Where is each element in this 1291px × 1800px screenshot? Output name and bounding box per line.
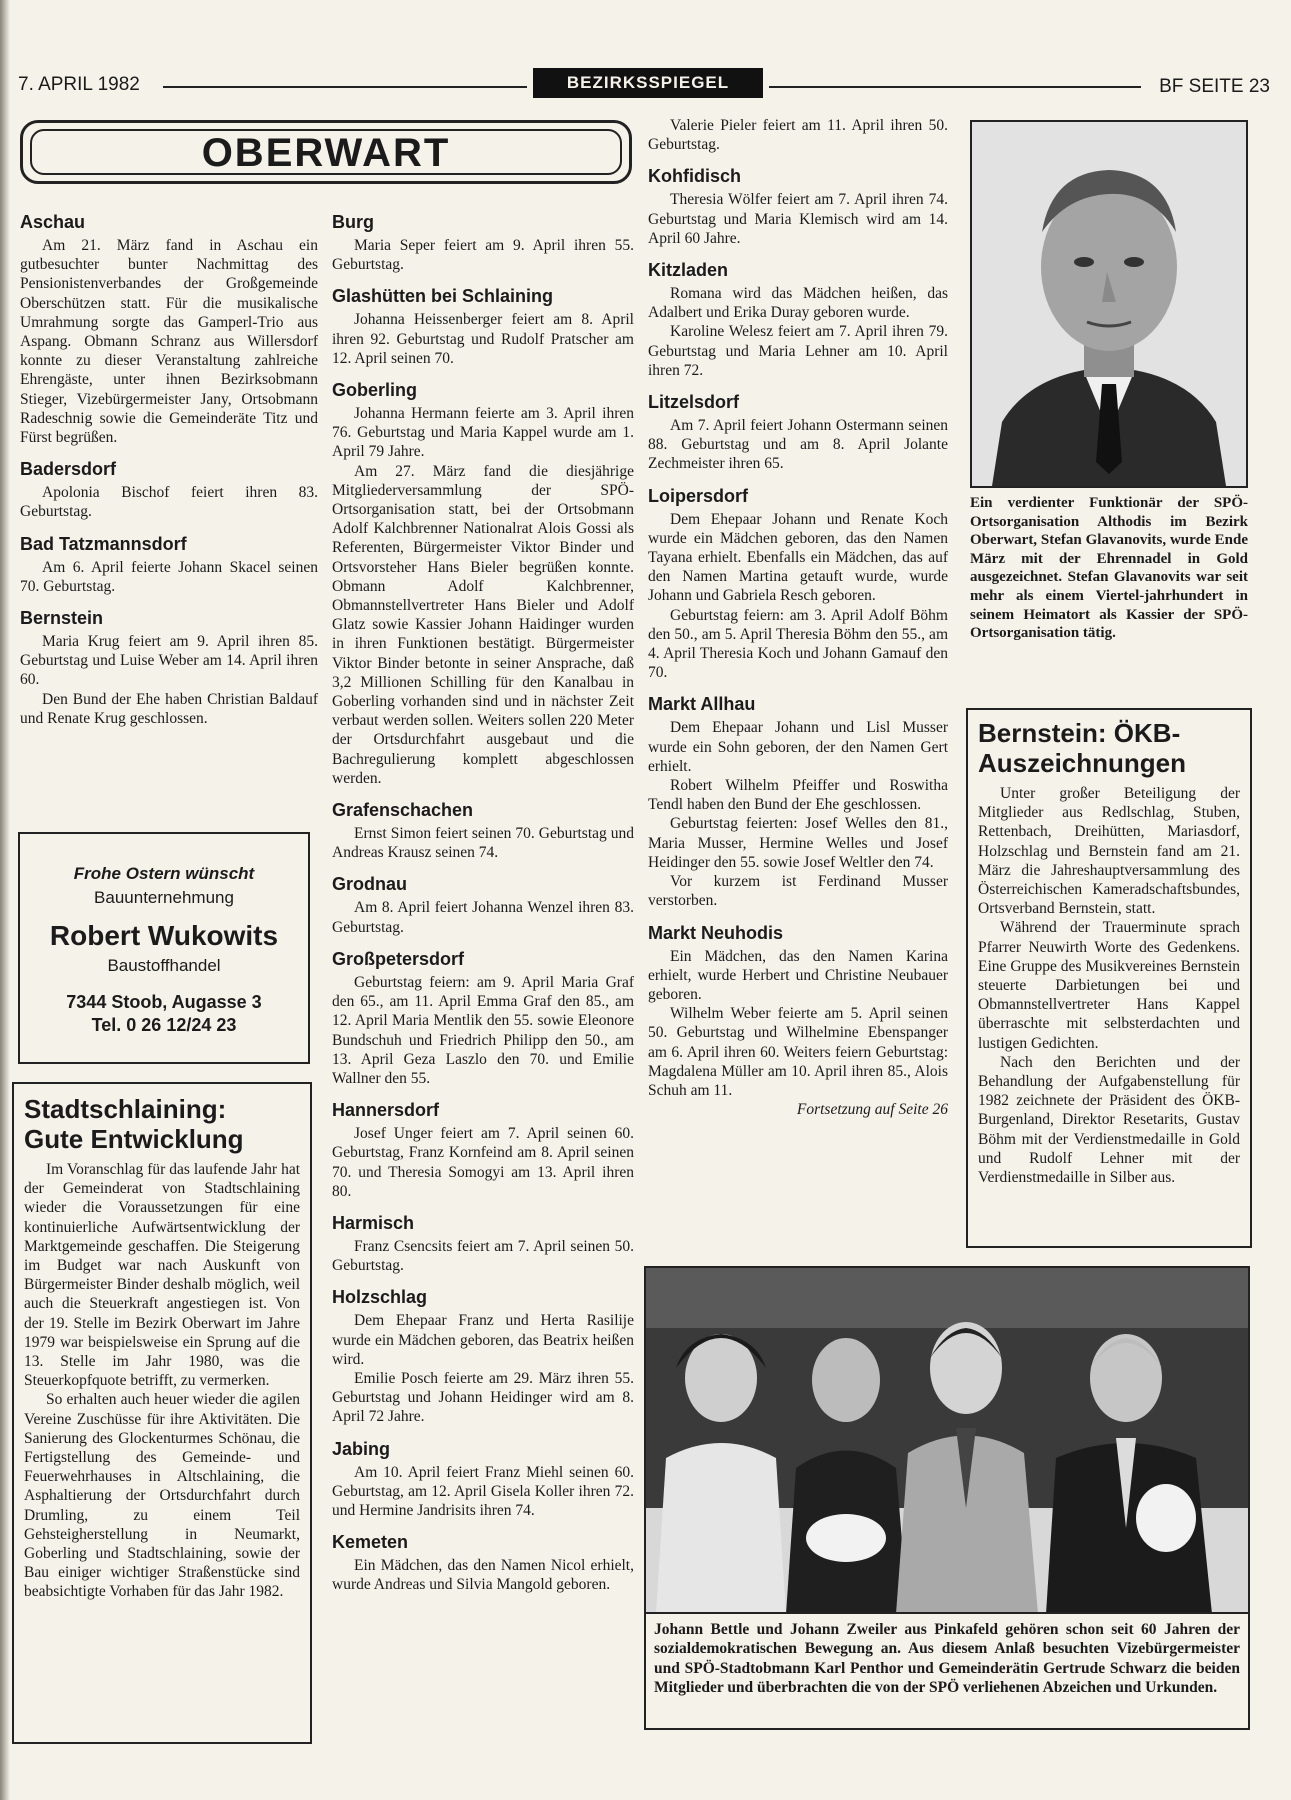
news-paragraph: Maria Krug feiert am 9. April ihren 85. Geburtstag und Luise Weber am 14. April ihren 60. xyxy=(20,633,318,689)
paper-spine-shadow xyxy=(0,0,10,1800)
place-heading: Aschau xyxy=(20,212,86,232)
news-paragraph: Johanna Heissenberger feiert am 8. April ihren 92. Geburtstag und Rudolf Pratscher am 12. April seinen 70. xyxy=(332,311,634,367)
ad-phone: Tel. 0 26 12/24 23 xyxy=(91,1015,237,1035)
issue-date: 7. APRIL 1982 xyxy=(18,74,140,95)
news-paragraph: Ein Mädchen, das den Namen Nicol erhielt, wurde Andreas und Silvia Mangold geboren. xyxy=(332,1557,634,1594)
place-heading: Markt Allhau xyxy=(648,694,756,715)
place-heading: Glashütten bei Schlaining xyxy=(332,286,554,307)
region-title: OBERWART xyxy=(30,129,622,175)
article-paragraph: So erhalten auch heuer wieder die agilen Vereine Zuschüsse für ihre Aktivitäten. Die Sanierung des Glockenturmes Schönau, die Fertigstellung des Gemeinde- und Feuerwehrhauses in Altschlaining, die Asphaltierung der Ortsdurchfahrt durch Drumling, zu einem Teil Gehsteigherstellung in Neumarkt, Goberling und Stadtschlaining, sowie der Bau einiger wichtiger Straßenstücke sind beabsichtigte Vorhaben für das Jahr 1982. xyxy=(24,1391,300,1601)
page-number: BF SEITE 23 xyxy=(1159,76,1270,97)
place-heading: Burg xyxy=(332,212,374,232)
place-heading: Holzschlag xyxy=(332,1287,428,1308)
article-paragraph: Im Voranschlag für das laufende Jahr hat der Gemeinderat von Stadtschlaining wieder die Voraussetzungen für eine kontinuierliche Aufwärtsentwicklung der Marktgemeinde geschaffen. Die Steigerung im Budget war nach Auskunft von Bürgermeister Binder deshalb möglich, weil auch die Steuerkraft angestiegen ist. Von der 19. Stelle im Bezirk Oberwart im Jahre 1979 war beispielsweise ein Sprung auf die 13. Stelle im Jahr 1980, was die Steuerkopfquote betrifft, zu vermerken. xyxy=(24,1161,300,1390)
column-3 xyxy=(648,116,948,1119)
news-paragraph: Ernst Simon feiert seinen 70. Geburtstag und Andreas Krausz seinen 74. xyxy=(332,825,634,862)
news-paragraph: Am 8. April feiert Johanna Wenzel ihren 83. Geburtstag. xyxy=(332,899,634,936)
place-heading: Harmisch xyxy=(332,1212,415,1233)
news-paragraph: Josef Unger feiert am 7. April seinen 60. Geburtstag, Franz Kornfeind am 8. April seinen 70. und Theresia Somogyi am 13. April ihren 80. xyxy=(332,1125,634,1200)
place-heading: Hannersdorf xyxy=(332,1100,440,1121)
news-paragraph: Am 6. April feierte Johann Skacel seinen 70. Geburtstag. xyxy=(20,558,318,595)
headline-line-2: Auszeichnungen xyxy=(978,748,1187,778)
portrait-caption: Ein verdienter Funktionär der SPÖ-Ortsorganisation Althodis im Bezirk Oberwart, Stefan Glavanovits, wurde Ende März mit der Ehrennadel in Gold ausgezeichnet. Stefan Glavanovits war seit mehr als einem Viertel-jahrhundert in seinem Heimatort als Kassier der SPÖ-Ortsorganisation tätig. xyxy=(970,495,1248,642)
portrait-illustration xyxy=(972,122,1246,486)
article-paragraph: Unter großer Beteiligung der Mitglieder aus Redlschlag, Stuben, Rettenbach, Dreihütten, Mariasdorf, Holzschlag und Bernstein fand am 21. März die Jahreshauptversammlung des Österreichischen Kameradschaftsbundes, Ortsverband Bernstein, statt. xyxy=(978,785,1240,918)
article-paragraph: Nach den Berichten und der Behandlung der Aufgabenstellung für 1982 zeichnete der Präsident des ÖKB-Burgenland, Direktor Resetarits, Gustav Böhm mit der Verdienstmedaille in Gold und Rudolf Lehner mit der Verdienstmedaille in Silber aus. xyxy=(978,1053,1240,1187)
advertisement-box xyxy=(18,832,310,1064)
section-badge: BEZIRKSSPIEGEL xyxy=(533,68,763,98)
news-paragraph: Am 10. April feiert Franz Miehl seinen 60. Geburtstag, am 12. April Gisela Koller ihren 72. und Hermine Jandrisits ihren 74. xyxy=(332,1463,634,1519)
news-paragraph: Theresia Wölfer feiert am 7. April ihren 74. Geburtstag und Maria Klemisch wird am 14. April 60 Jahre. xyxy=(648,191,948,247)
place-heading: Kitzladen xyxy=(648,260,729,281)
article-body xyxy=(24,1160,300,1602)
group-illustration xyxy=(646,1268,1248,1614)
news-paragraph: Johanna Hermann feierte am 3. April ihren 76. Geburtstag und Maria Kappel wurde am 1. April 79 Jahre. xyxy=(332,405,634,461)
place-heading: Badersdorf xyxy=(20,459,117,480)
place-heading: Jabing xyxy=(332,1438,391,1459)
ad-address: 7344 Stoob, Augasse 3 xyxy=(66,992,262,1012)
news-paragraph: Am 27. März fand die diesjährige Mitgliederversammlung der SPÖ-Ortsorganisation statt, bei der Ortsobmann Adolf Kalchbrenner Nationalrat Alois Gossi als Referenten, Bürgermeister Viktor Binder und Ortsvorsteher Hans Bieler begrüßen konnte. Obmann Adolf Kalchbrenner, Obmannstellvertreter Hans Bieler und Adolf Glatz sowie Kassier Johann Haidinger wurden in ihren Funktionen bestätigt. Bürgermeister Viktor Binder betonte in seiner Ansprache, daß 3,2 Millionen Schilling für den Kanalbau in Goberling vorhanden sind und in nächster Zeit verbaut werden sollen. Weiters sollen 220 Meter der Ortsdurchfahrt ausgebaut und die Bachregulierung komplett abgeschlossen werden. xyxy=(332,462,634,787)
news-paragraph: Robert Wilhelm Pfeiffer und Roswitha Tendl haben den Bund der Ehe geschlossen. xyxy=(648,777,948,814)
news-paragraph: Am 7. April feiert Johann Ostermann seinen 88. Geburtstag und am 8. April Jolante Zechmeister ihren 65. xyxy=(648,417,948,473)
header-rule-left xyxy=(163,86,527,88)
portrait-photo xyxy=(970,120,1248,488)
news-paragraph: Maria Seper feiert am 9. April ihren 55. Geburtstag. xyxy=(332,237,634,274)
news-paragraph: Karoline Welesz feiert am 7. April ihren 79. Geburtstag und Maria Lehner am 10. April ihren 72. xyxy=(648,323,948,379)
news-paragraph: Vor kurzem ist Ferdinand Musser verstorben. xyxy=(648,873,948,910)
news-paragraph: Valerie Pieler feiert am 11. April ihren 50. Geburtstag. xyxy=(648,117,948,154)
group-photo xyxy=(644,1266,1250,1614)
group-photo-caption: Johann Bettle und Johann Zweiler aus Pinkafeld gehören schon seit 60 Jahren der sozialdemokratischen Bewegung an. Aus diesem Anlaß besuchten Vizebürgermeister und SPÖ-Stadtobmann Karl Penthor und Gemeinderätin Gertrude Schwarz die beiden Mitglieder und überbrachten die von der SPÖ verliehenen Abzeichen und Urkunden. xyxy=(644,1614,1250,1730)
article-paragraph: Während der Trauerminute sprach Pfarrer Neuwirth Worte des Gedenkens. Eine Gruppe des Musikvereines Bernstein steuerte Darbietungen bei und Obmannstellvertreter Hans Kappel überraschte mit selbsterdachten und lustigen Gedichten. xyxy=(978,919,1240,1052)
news-paragraph: Geburtstag feiern: am 9. April Maria Graf den 65., am 11. April Emma Graf den 85., am 12. April Maria Mentlik den 55. sowie Eleonore Bundschuh und Friedrich Philipp den 50., am 13. April Geza Laszlo den 70. und Emilie Wallner den 55. xyxy=(332,973,634,1087)
continued-note: Fortsetzung auf Seite 26 xyxy=(796,1101,948,1119)
ad-company-name: Robert Wukowits xyxy=(49,920,279,951)
news-paragraph: Wilhelm Weber feierte am 5. April seinen 50. Geburtstag und Wilhelmine Ebenspanger am 6. April ihren 60. Weiters feiern Geburtstag: Magdalena Müller am 10. April ihren 85., Alois Schuh am 11. xyxy=(648,1005,948,1099)
news-paragraph: Den Bund der Ehe haben Christian Baldauf und Renate Krug geschlossen. xyxy=(20,690,318,727)
article-headline xyxy=(978,718,1240,778)
headline-line-2: Gute Entwicklung xyxy=(24,1124,244,1154)
page-header xyxy=(18,68,1270,104)
column-1 xyxy=(20,200,318,728)
place-heading: Goberling xyxy=(332,380,417,401)
place-heading: Grafenschachen xyxy=(332,800,474,821)
news-paragraph: Dem Ehepaar Johann und Lisl Musser wurde ein Sohn geboren, der den Namen Gert erhielt. xyxy=(648,719,948,775)
headline-line-1: Stadtschlaining: xyxy=(24,1094,227,1124)
headline-line-1: Bernstein: ÖKB- xyxy=(978,718,1181,748)
ad-business-sub: Baustoffhandel xyxy=(107,956,221,975)
ad-business-type: Bauunternehmung xyxy=(94,888,234,907)
news-paragraph: Ein Mädchen, das den Namen Karina erhielt, wurde Herbert und Christine Neubauer geboren. xyxy=(648,947,948,1003)
news-paragraph: Romana wird das Mädchen heißen, das Adalbert und Erika Duray geboren wurde. xyxy=(648,285,948,322)
news-paragraph: Geburtstag feiern: am 3. April Adolf Böhm den 50., am 5. April Theresia Böhm den 55., am 4. April Theresia Koch und Johann Gamauf den 70. xyxy=(648,606,948,682)
place-heading: Kemeten xyxy=(332,1532,409,1553)
stadtschlaining-article xyxy=(12,1082,312,1744)
region-title-frame xyxy=(20,120,632,184)
news-paragraph: Dem Ehepaar Franz und Herta Rasilije wurde ein Mädchen geboren, das Beatrix heißen wird. xyxy=(332,1312,634,1368)
column-2 xyxy=(332,200,634,1595)
place-heading: Grodnau xyxy=(332,874,407,895)
header-rule-right xyxy=(769,86,1141,88)
place-heading: Bad Tatzmannsdorf xyxy=(20,533,187,554)
news-paragraph: Dem Ehepaar Johann und Renate Koch wurde ein Mädchen geboren, das den Namen Tayana erhielt. Ebenfalls ein Mädchen, das auf den Namen Martina getauft wurde, wurde Johann und Gabriela Resch geboren. xyxy=(648,510,948,605)
place-heading: Großpetersdorf xyxy=(332,948,465,969)
place-heading: Loipersdorf xyxy=(648,485,749,506)
news-paragraph: Am 21. März fand in Aschau ein gutbesuchter bunter Nachmittag des Pensionistenverbandes der Großgemeinde Oberschützen statt. Für die musikalische Umrahmung sorgte das Gamperl-Trio aus Aspang. Obmann Schranz aus Willersdorf konnte zu dieser Veranstaltung zahlreiche Ehrengäste, unter ihnen Bezirksobmann Stieger, Vizebürgermeister Jany, Ortsobmann Radeschnig sowie die Gemeinderäte Titz und Fürst begrüßen. xyxy=(20,237,318,447)
news-paragraph: Geburtstag feierten: Josef Welles den 81., Maria Musser, Hermine Welles und Josef Heidinger den 55. sowie Josef Weltler den 74. xyxy=(648,815,948,871)
place-heading: Bernstein xyxy=(20,608,104,629)
place-heading: Markt Neuhodis xyxy=(648,922,784,943)
news-paragraph: Apolonia Bischof feiert ihren 83. Geburtstag. xyxy=(20,484,318,521)
news-paragraph: Emilie Posch feierte am 29. März ihren 55. Geburtstag und Johann Heidinger wird am 8. April 72 Jahre. xyxy=(332,1369,634,1426)
place-heading: Litzelsdorf xyxy=(648,392,740,413)
news-paragraph: Franz Csencsits feiert am 7. April seinen 50. Geburtstag. xyxy=(332,1237,634,1275)
oekb-article xyxy=(966,708,1252,1248)
article-headline xyxy=(24,1094,300,1154)
article-body xyxy=(978,784,1240,1187)
place-heading: Kohfidisch xyxy=(648,166,741,187)
ad-greeting: Frohe Ostern wünscht xyxy=(73,864,255,883)
